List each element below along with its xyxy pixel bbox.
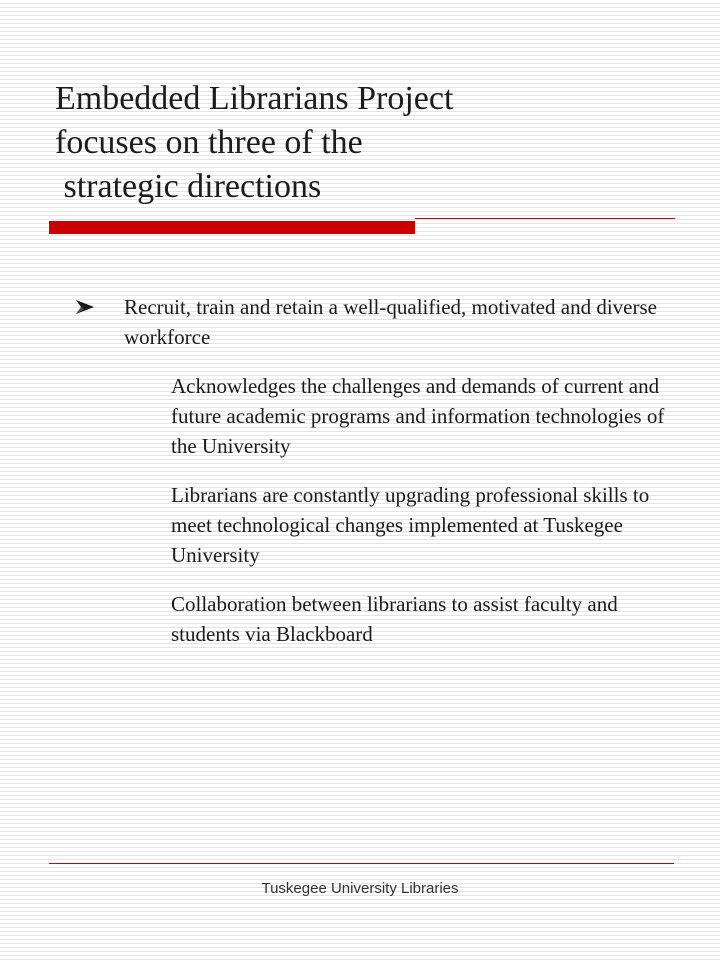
slide-title [55,77,675,209]
footer-text: Tuskegee University Libraries [261,880,459,897]
footer-divider [49,863,674,864]
bullet-text: Recruit, train and retain a well-qualified, motivated and diverse workforce [124,295,657,349]
bullet-list [75,292,675,649]
sub-item-challenges: Acknowledges the challenges and demands of current and future academic programs and information technologies of the University [171,374,665,458]
title-line-3: strategic directions [55,168,322,205]
arrowhead-bullet-icon [75,299,95,315]
title-underline-thick [49,221,415,234]
title-line-1: Embedded Librarians Project [55,80,454,117]
bullet-item [75,292,675,352]
title-line-2: focuses on three of the [55,124,363,161]
sub-item-list [75,371,675,649]
title-underline-thin [415,218,675,219]
sub-item-collaboration: Collaboration between librarians to assist faculty and students via Blackboard [171,592,618,646]
sub-item-upgrading-skills: Librarians are constantly upgrading professional skills to meet technological changes implemented at Tuskegee University [171,483,650,567]
